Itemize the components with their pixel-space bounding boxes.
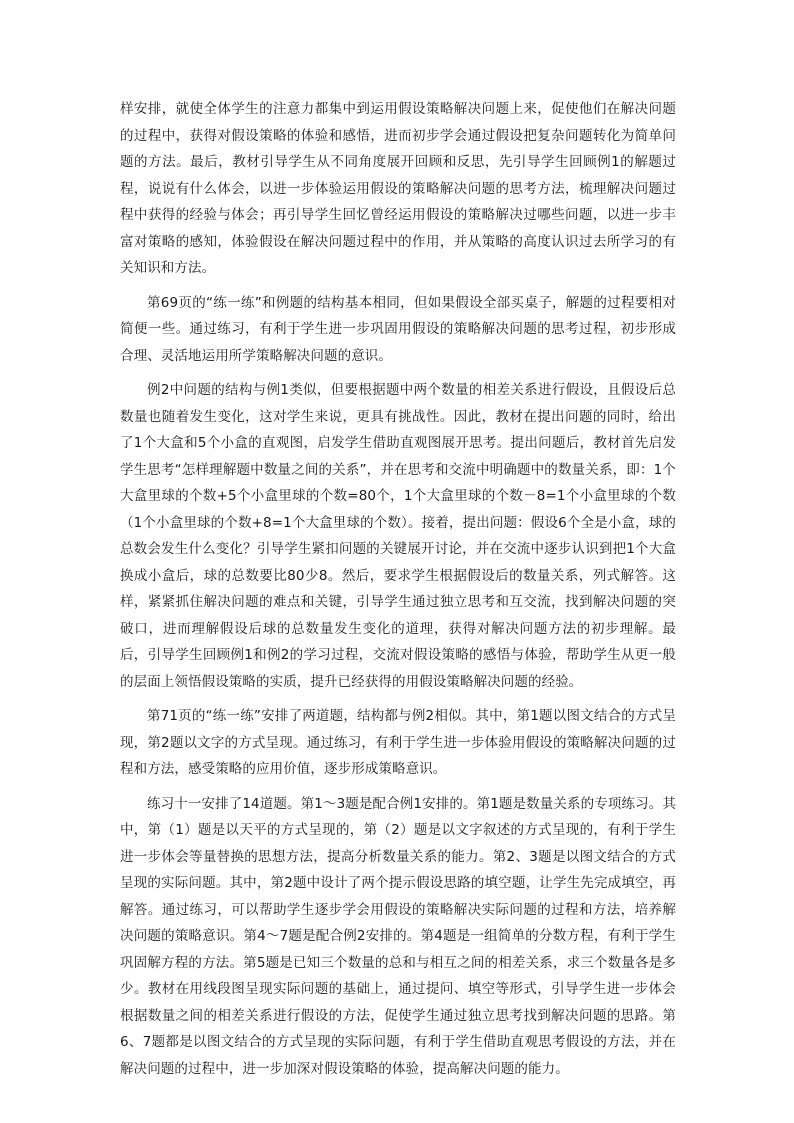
paragraph-exercise-11: 练习十一安排了14道题。第1～3题是配合例1安排的。第1题是数量关系的专项练习。其中，第（1）题是以天平的方式呈现的，第（2）题是以文字叙述的方式呈现的，有利于学生进一步体会等量替换的思想方法，提高分析数量关系的能力。第2、3题是以图文结合的方式呈现的实际问题。其中，第2题中设计了两个提示假设思路的填空题，让学生先完成填空，再解答。通过练习，可以帮助学生逐步学会用假设的策略解决实际问题的过程和方法，培养解决问题的策略意识。第4～7题是配合例2安排的。第4题是一组简单的分数方程，有利于学生巩固解方程的方法。第5题是已知三个数量的总和与相互之间的相差关系，求三个数量各是多少。教材在用线段图呈现实际问题的基础上，通过提问、填空等形式，引导学生进一步体会根据数量之间的相差关系进行假设的方法，促使学生通过独立思考找到解决问题的思路。第6、7题都是以图文结合的方式呈现的实际问题，有利于学生借助直观思考假设的方法，并在解决问题的过程中，进一步加深对假设策略的体验，提高解决问题的能力。 [120, 795, 676, 1077]
paragraph-practice-p69: 第69页的“练一练”和例题的结构基本相同，但如果假设全部买桌子，解题的过程要相对简便一些。通过练习，有利于学生进一步巩固用假设的策略解决问题的思考过程，初步形成合理、灵活地运用所学策略解决问题的意识。 [120, 294, 676, 364]
document-page [120, 96, 676, 1090]
paragraph-continuation: 样安排，就使全体学生的注意力都集中到运用假设策略解决问题上来，促使他们在解决问题的过程中，获得对假设策略的体验和感悟，进而初步学会通过假设把复杂问题转化为简单问题的方法。最后，教材引导学生从不同角度展开回顾和反思，先引导学生回顾例1的解题过程，说说有什么体会，以进一步体验运用假设的策略解决问题的思考方法，梳理解决问题过程中获得的经验与体会；再引导学生回忆曾经运用假设的策略解决过哪些问题，以进一步丰富对策略的感知，体验假设在解决问题过程中的作用，并从策略的高度认识过去所学习的有关知识和方法。 [120, 101, 676, 276]
paragraph-example-2: 例2中问题的结构与例1类似，但要根据题中两个数量的相差关系进行假设，且假设后总数量也随着发生变化，这对学生来说，更具有挑战性。因此，教材在提出问题的同时，给出了1个大盒和5个小盒的直观图，启发学生借助直观图展开思考。提出问题后，教材首先启发学生思考“怎样理解题中数量之间的关系”，并在思考和交流中明确题中的数量关系，即：1个大盒里球的个数+5个小盒里球的个数=80个，1个大盒里球的个数－8=1个小盒里球的个数（1个小盒里球的个数+8=1个大盒里球的个数）。接着，提出问题：假设6个全是小盒，球的总数会发生什么变化？引导学生紧扣问题的关键展开讨论，并在交流中逐步认识到把1个大盒换成小盒后，球的总数要比80少8。然后，要求学生根据假设后的数量关系，列式解答。这样，紧紧抓住解决问题的难点和关键，引导学生通过独立思考和互交流，找到解决问题的突破口，进而理解假设后球的总数量发生变化的道理，获得对解决问题方法的初步理解。最后，引导学生回顾例1和例2的学习过程，交流对假设策略的感悟与体验，帮助学生从更一般的层面上领悟假设策略的实质，提升已经获得的用假设策略解决问题的经验。 [120, 382, 676, 690]
paragraph-practice-p71: 第71页的“练一练”安排了两道题，结构都与例2相似。其中，第1题以图文结合的方式呈现，第2题以文字的方式呈现。通过练习，有利于学生进一步体验用假设的策略解决问题的过程和方法，感受策略的应用价值，逐步形成策略意识。 [120, 708, 676, 777]
